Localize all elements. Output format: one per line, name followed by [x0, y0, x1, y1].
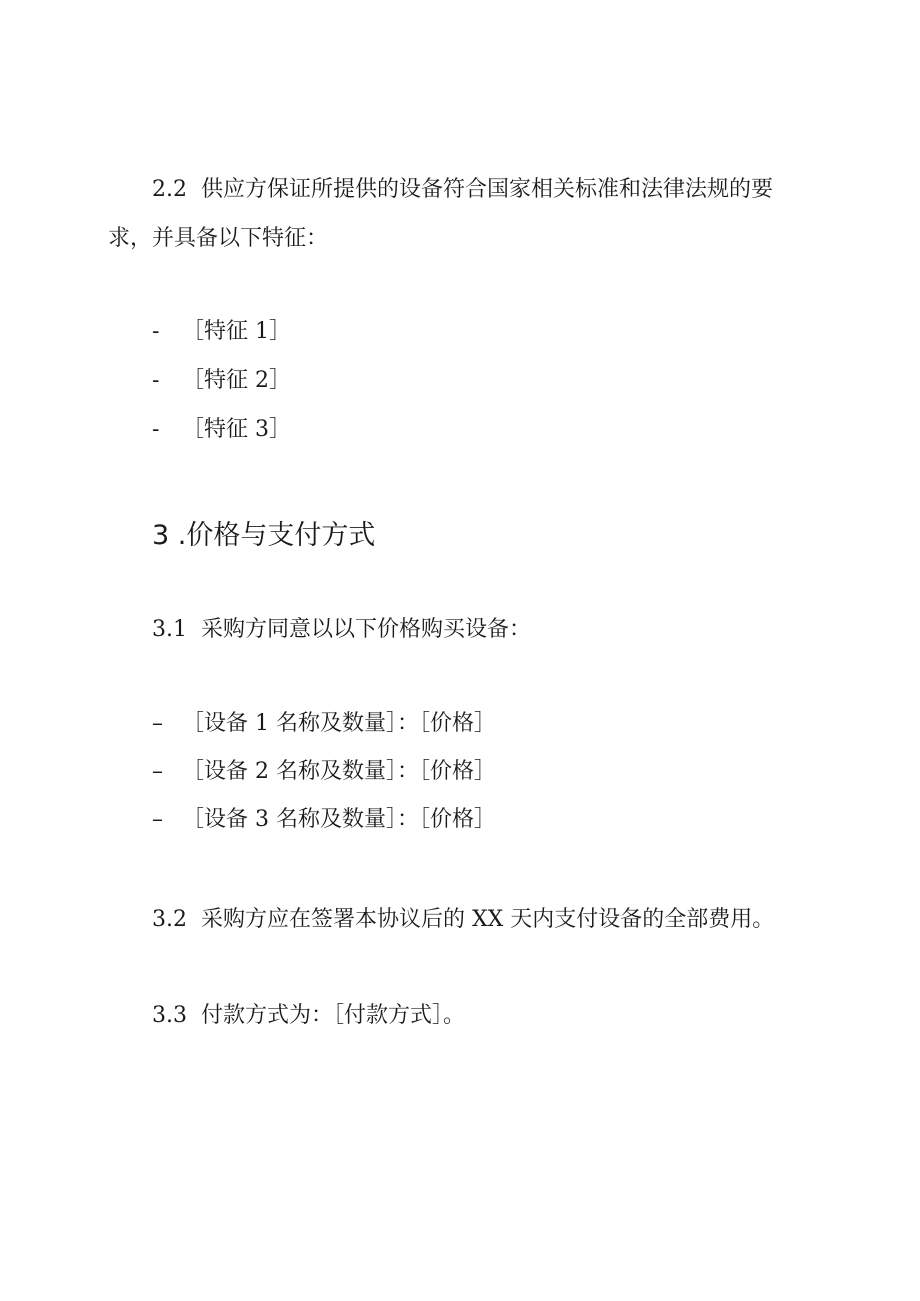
feature-item-text: ［特征 1］ [182, 319, 291, 344]
clause-3-1-text: 采购方同意以以下价格购买设备： [201, 617, 532, 642]
device-list-item [152, 758, 496, 786]
list-bullet: – [152, 759, 163, 784]
clause-3-3-text: 付款方式为：［付款方式］。 [201, 1003, 466, 1028]
feature-list-item [152, 318, 291, 346]
feature-list-item [152, 416, 291, 444]
list-bullet: - [152, 368, 160, 393]
clause-3-2-text: 采购方应在签署本协议后的 XX 天内支付设备的全部费用。 [201, 907, 775, 932]
clause-3-1-number: 3.1 [152, 617, 187, 642]
clause-3-3 [152, 1002, 465, 1030]
clause-3-3-number: 3.3 [152, 1003, 187, 1028]
feature-list-item [152, 367, 291, 395]
clause-3-1 [152, 616, 531, 644]
section-3-heading: 3 .价格与支付方式 [152, 520, 376, 551]
clause-2-2-line-1 [152, 176, 773, 204]
clause-3-2 [152, 906, 774, 934]
device-list-item [152, 806, 496, 834]
device-item-text: ［设备 1 名称及数量］：［价格］ [182, 711, 496, 736]
list-bullet: - [152, 319, 160, 344]
list-bullet: – [152, 711, 163, 736]
device-list-item [152, 710, 496, 738]
list-bullet: - [152, 417, 160, 442]
clause-2-2-number: 2.2 [152, 177, 187, 202]
device-item-text: ［设备 2 名称及数量］：［价格］ [182, 759, 496, 784]
clause-2-2-text: 供应方保证所提供的设备符合国家相关标准和法律法规的要 [201, 177, 774, 202]
clause-2-2-line-2: 求，并具备以下特征： [108, 226, 329, 251]
feature-item-text: ［特征 3］ [182, 417, 291, 442]
list-bullet: – [152, 807, 163, 832]
clause-3-2-number: 3.2 [152, 907, 187, 932]
device-item-text: ［设备 3 名称及数量］：［价格］ [182, 807, 496, 832]
feature-item-text: ［特征 2］ [182, 368, 291, 393]
